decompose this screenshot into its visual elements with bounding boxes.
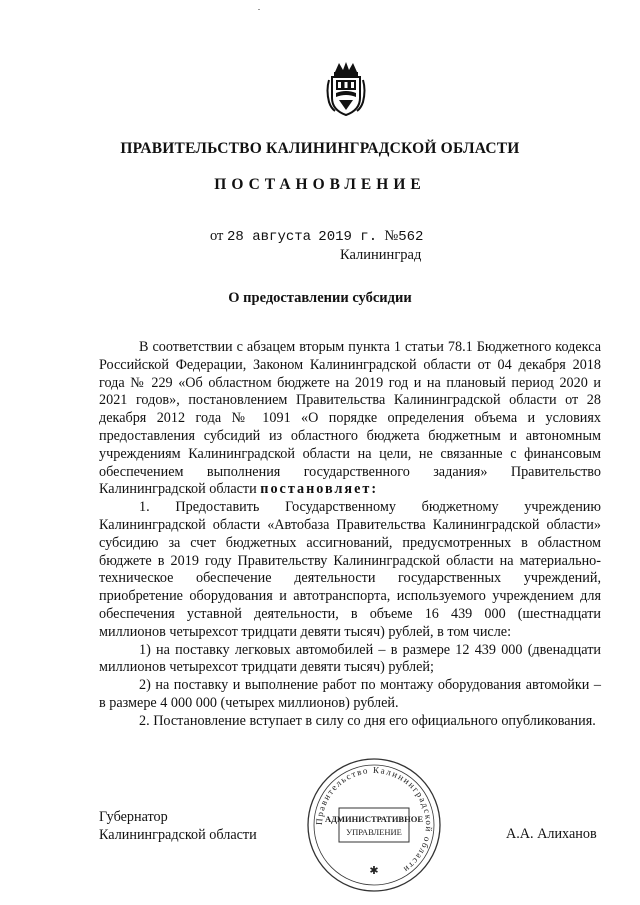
signer-title-line1: Губернатор [99, 809, 168, 825]
stamp-center-line1: АДМИНИСТРАТИВНОЕ [325, 814, 423, 824]
document-subject: О предоставлении субсидии [228, 290, 412, 306]
signer-title [99, 808, 257, 844]
city: Калининград [340, 247, 422, 263]
item-1-2: 2) на поставку и выполнение работ по монтажу оборудования автомойки – в размере 4 000 000 (четырех миллионов) рублей. [99, 677, 601, 711]
stamp-ring-text: Правительство Калининградской области [313, 764, 435, 876]
document-body [99, 339, 601, 731]
item-2: 2. Постановление вступает в силу со дня его официального опубликования. [139, 712, 596, 729]
item-1: 1. Предоставить Государственному бюджетному учреждению Калининградской области «Автобаза Правительства Калининградской области» субсидию за счет бюджетных ассигнований, предусмотренных в областном бюджете в 2019 году Правительству Калининградской области на материально-техническое обеспечение деятельности государственных учреждений, приобретение оборудования и автотранспорта, используемого учреждением для обеспечения уставной деятельности, в объеме 16 439 000 (шестнадцати миллионов четырехсот тридцати девяти тысяч) рублей, в том числе: [99, 499, 601, 640]
year-value: 2019 г. [318, 229, 378, 245]
document-type: ПОСТАНОВЛЕНИЕ [214, 176, 426, 193]
organization-title: ПРАВИТЕЛЬСТВО КАЛИНИНГРАДСКОЙ ОБЛАСТИ [120, 140, 520, 157]
number-sign: № [384, 228, 399, 244]
decree-word: постановляет: [260, 481, 379, 498]
date-line [210, 228, 423, 245]
document-number: 562 [398, 229, 424, 245]
date-value: 28 августа [227, 229, 312, 245]
coat-of-arms-emblem [323, 60, 369, 118]
official-stamp [305, 756, 443, 894]
date-prefix: от [210, 228, 224, 244]
signer-name: А.А. Алиханов [506, 826, 597, 842]
scan-artifact [258, 9, 260, 10]
preamble-text: В соответствии с абзацем вторым пункта 1 статьи 78.1 Бюджетного кодекса Российской Федерации, Законом Калининградской области от 04 декабря 2018 года № 229 «Об областном бюджете на 2019 год и на плановый период 2020 и 2021 годов», постановлением Правительства Калининградской области от 28 декабря 2012 года № 1091 «О порядке определения объема и условиях предоставления субсидий из областного бюджета бюджетным и автономным учреждениям Калининградской области на цели, не связанные с финансовым обеспечением выполнения государственного задания» Правительство Калининградской области [99, 339, 601, 498]
stamp-star-icon: ✱ [369, 864, 379, 877]
preamble-paragraph [99, 339, 601, 499]
item-1-1: 1) на поставку легковых автомобилей – в размере 12 439 000 (двенадцати миллионов четырехсот тридцати девяти тысяч) рублей; [99, 641, 601, 676]
signer-title-line2: Калининградской области [99, 827, 257, 843]
stamp-center-line2: УПРАВЛЕНИЕ [346, 827, 402, 837]
